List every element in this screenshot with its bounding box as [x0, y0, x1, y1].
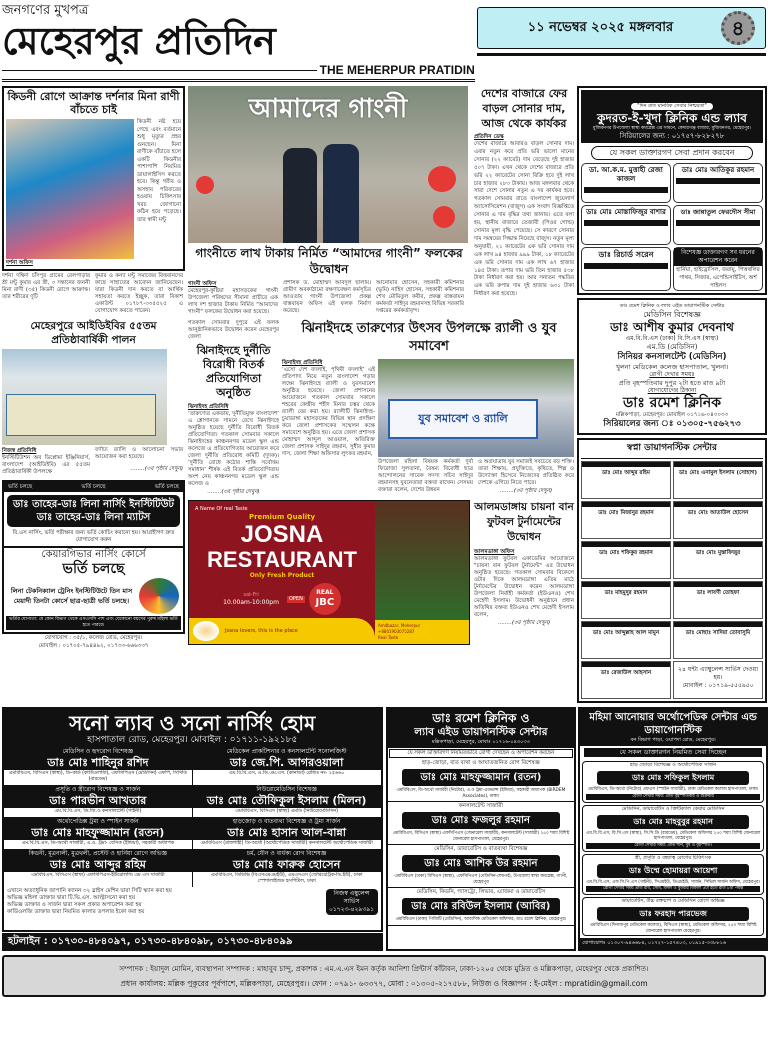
specialty: মেডিসিন, ডায়াবেটিস ও বাতব্যথা বিশেষজ্ঞ: [434, 846, 528, 852]
josna-wrap: [188, 500, 474, 645]
doctor-card: [581, 581, 671, 619]
headline: কিডনী রোগে আক্রান্ত দর্শনার মিনা রাণী বাঁচতে চাই: [7, 90, 180, 116]
real-jbc-badge: [309, 583, 341, 615]
kidney-article: [2, 86, 185, 271]
masthead-divider: [2, 79, 475, 82]
doctor-name: ডাঃ রেজাউল আহসান: [600, 670, 652, 676]
hospital: খুলনা মেডিকেল কলেজ হাসপাতাল, খুলনা।: [615, 363, 729, 371]
body-text: কিডনী নষ্ট হয়ে গেছে এবং বর্তমানে শুধু মৃত্যুর প্রহর গুনছেন। মিনা রাণীকে বাঁচাতে হলে একটি কিডনীর পাশাপাশি নিয়মিত ডায়ালাইসিস করতে হবে। কিন্তু গরীব ও অসহায় পরিবারের হওয়ায় চিকিৎসার খরচ জোগানো কঠিন হয়ে পড়েছে। তার স্বামী মন্টু: [137, 119, 181, 223]
center-row-2: [188, 320, 576, 496]
it-headline: মেহেরপুরে আইডিইবির ৫৫তম প্রতিষ্ঠাবার্ষিকী পালন: [30, 320, 157, 346]
person: [283, 148, 317, 243]
ramesh-medicine-ad: [577, 298, 767, 435]
doctor-block: [582, 805, 764, 852]
imprint-line: সম্পাদক : ইয়াদুল মোমিন, ব্যবস্থাপনা সম্পাদক : মাহাবুব চান্দু, প্রকাশক : এম.এ.এস ইমন কর্তৃক আনিশা প্রিন্টার্স কাঁটাবন, ঢাকা-১২০৫ থেকে মুদ্রিত ও মল্লিকপাড়া, মেহেরপুর থেকে প্রকাশিত।: [119, 964, 649, 973]
doctor-name: ডাঃ জে.পি. আগরওয়ালা: [193, 756, 381, 770]
badge-text: REAL: [316, 589, 334, 596]
doctor-name: ডাঃ মোঃ আশিক উর রহমান: [402, 855, 561, 872]
doctor-card: [581, 661, 671, 699]
specialty: মেডিসিন, কিডনি, গ্যাসট্রো, লিভার, এ্যাজমা ও ডায়াবেটিস: [416, 889, 546, 895]
specialty: নিউরোমেডিসিন বিশেষজ্ঞ: [193, 786, 381, 794]
doctor-block: [582, 854, 764, 896]
body-text: দর্শনা দক্ষিণ চাঁদপুর গ্রামের রেলপাড়ার শ্রী মন্টু কুমার এর স্ত্রী, ৩ সন্তানের জননী মিনা রাণী (৩৫) কিডনী রোগে আক্রান্ত। তার শরীরের দুটি: [2, 273, 90, 300]
body-text: প্রশাসক ড. মোহাম্মদ আবদুল ছালাম। গ্রামীণ অবকাঠামো রক্ষণাবেক্ষণ কর্মসূচির আওতায় গাংনী উপজেলা প্রকল্প বাস্তবায়ন অফিস এই ফলক নির্মাণ করেছে।: [283, 280, 371, 314]
debate-article: [188, 320, 282, 496]
restaurant-name: JOSNA: [240, 521, 324, 548]
specialty: মেডিসিন, ডায়াবেটিস ও ক্রিটিক্যাল কেয়ার মেডিসিন: [621, 805, 725, 812]
strip: [676, 220, 760, 226]
address: হাসপাতাল রোড, মেহেরপুর। মোবাইল : ০১৭১১-১৯২১৮৫: [87, 735, 298, 745]
doctor-card: [581, 541, 671, 579]
specialty: অর্থোপেডিক্স ট্রমা ও স্পাইন সার্জন: [4, 818, 192, 826]
headline: দেশের বাজারে ফের বাড়ল সোনার দাম, আজ থেকে কার্যকর: [480, 87, 568, 130]
contact: [375, 620, 469, 644]
doctor-name: ডাঃ মোঃ হাসান আল-বান্না: [193, 826, 381, 840]
degrees: এম.বি.বি.এস, এ.ডি.এম.এস. (কানাডা) রেজিঃ নং- ২৫৬৬০: [228, 771, 345, 776]
center-row-3: [188, 500, 576, 645]
byline: ঝিনাইদহ প্রতিনিধি: [282, 360, 323, 366]
phone: মোবাইল : ০১৭০৫-৭৯৪৪৯২, ০১৭৩৩-৬৬৬৩৩৭: [38, 643, 149, 649]
center-area: [188, 86, 576, 645]
doctor-name: ডাঃ মোঃ তৌফিকুল ইসলাম (মিলন): [193, 794, 381, 808]
josna-restaurant-ad: [188, 500, 470, 645]
footer-imprint: [2, 955, 766, 997]
strip: [584, 187, 668, 193]
body-text: আলমডাঙ্গা ফুটবল একাডেমির আয়োজনে "চায়না বান ফুটবল টুর্নামেন্ট" এর উদ্বোধন অনুষ্ঠিত হয়েছে। গতকাল সোমবার বিকেলে ওটার দিকে আলমডাঙ্গা এতিম মাঠে টুর্নামেন্টের উদ্বোধন করেন আলমডাঙ্গা উপজেলা নির্বাহী কর্মকর্তা (ইউএনও) শেখ মেহেদী ইসলাম। উদ্বোধনী অনুষ্ঠানে প্রধান অতিথির বক্তব্য ইউএনও শেখ মেহেদী ইসলাম বলেন,: [474, 556, 574, 618]
address: বন বিভাগ পাড়া, ওয়াপদা রোড, মেহেরপুর।: [630, 737, 716, 743]
doctor-card: [193, 818, 381, 849]
center-row-1: [188, 86, 576, 316]
ambulance-card: [673, 661, 763, 699]
degrees: এমবিবিএস, বিসিএস (স্বাস্থ্য) এফসিপিএস (জেনারেল সার্জারী), কনসালটেন্ট (সার্জারী) ২৫০ শয্যা বিশিষ্ট জেনারেল হাসপাতাল, মেহেরপুর।: [392, 831, 570, 842]
specialty: হাড়জোড় ও বাতব্যথা বিশেষজ্ঞ ও ট্রমা সার্জন: [193, 818, 381, 826]
doctor-name: ডাঃ মোছাঃ সাদিয়া তোবাসুমি: [685, 630, 751, 636]
address: Amdbazar, Meherpur: [378, 623, 421, 628]
doctor-card: [581, 461, 671, 499]
clinic-name: কুদরত-ই-খুদা ক্লিনিক এন্ড ল্যাব: [597, 111, 747, 125]
mats-name: ডাঃ তাহের-ডাঃ লিনা ম্যাটস: [36, 512, 151, 523]
degrees: এমবিবিএস, বিসিএস (স্বাস্থ্য) এমডি (নিউরোমেডিসিন): [235, 809, 338, 814]
header: [0, 0, 768, 82]
banner: যে সকল ডাক্তারগণ সেবা প্রদান করবেন: [591, 146, 753, 160]
alamdanga-article: [474, 500, 574, 627]
serial-phone: সিরিয়ালের জন্য ঃ ০১৩০৫-৭৫৬২৭৩: [603, 419, 741, 429]
note: বি.এস নার্সিং, ভর্তি পরীক্ষার জন্য ভর্তি কোচিং করানো হয়। আগ্রহীগণ দ্রুত যোগাযোগ করুন: [4, 530, 183, 548]
rally-photo: [2, 349, 167, 445]
degrees: এমবিবিএস, বিসিএস (স্বাস্থ্য) এফসিপিএস-ইউরোলজি এম এস সার্জারী: [31, 873, 165, 878]
strip-text: ভর্তি চলছে: [81, 484, 106, 490]
doctor-card: [4, 850, 192, 887]
doctor-card: [673, 621, 763, 659]
doctor-name: ডাঃ ফরহাদ পারভেজ: [597, 907, 749, 921]
tagline: জনগণের মুখপত্র: [2, 3, 89, 18]
date-banner: [477, 7, 766, 49]
headline: ঝিনাইদহে দুর্নীতি বিরোধী বিতর্ক প্রতিযোগিতা অনুষ্ঠিত: [196, 344, 271, 399]
body-text: বর্ণাঢ্য র‍্যালি ও আলোচনা সভার আয়োজন করা হয়েছে।: [95, 447, 183, 460]
gold-article: [474, 86, 574, 299]
gangni-article: [188, 86, 474, 316]
badge-text: JBC: [315, 597, 335, 608]
specialty: ডায়াবেটিস, উচ্চ রক্তচাপ ও মেডিসিন রোগে অভিজ্ঞ: [621, 898, 725, 904]
nursing-contact: [2, 634, 185, 650]
josna-right: [375, 501, 469, 644]
banner: যে সকল ডাক্তারগণ নিয়মিতভাবে রোগী দেখছেন ও অপারেশন করছেন: [389, 749, 574, 758]
doctor-name: ডাঃ লাবণী তোহফা: [696, 590, 740, 596]
body-text: দেশের বাজারে আবারও বাড়ল সোনার দাম। এবার নতুন করে প্রতি ভরি ভালো মানের সোনার (২২ ক্যারেট) দাম বেড়েছে দুই হাজার ৫০৭ টাকা। এখন থেকে দেশের বাজারে প্রতি ভরি ২২ ক্যারেটের সোনা বিক্রি হবে দুই লাখ চার হাজার ২৮৩ টাকায়। আজ মঙ্গলবার থেকে সারা দেশে সোনার নতুন এ দর কার্যকর হবে। গতকাল সোমবার রাতে বাংলাদেশ জুয়েলার্স অ্যাসোসিয়েশন (বাজুস) এক সংবাদ বিজ্ঞপ্তিতে সোনার এ দাম বৃদ্ধির তথ্য জানায়। এতে বলা হয়, স্থানীয় বাজারে তেজাবী (পিওর গোল্ড) সোনার মূল্য বৃদ্ধি পেয়েছে। সে কারণে সোনার দাম সমন্বয়ের সিদ্ধান্ত নিয়েছে বাজুস। নতুন মূল্য অনুযায়ী, ২১ ক্যারেটের এক ভরি সোনার দাম এক লাখ ৯৪ হাজার ৯৯৯ টাকা, ১৮ ক্যারেটের এক ভরি সোনার দাম এক লাখ ৬৭ হাজার ১৪৫ টাকা। রূপার দাম ভরি তিন হাজার ৫৩৮ টাকা নির্ধারণ করা হয়। আর সনাতন পদ্ধতির এক ভরি রুপার দাম দুই হাজার ৬৩১ টাকা নির্ধারণ করা হয়েছে।: [474, 141, 574, 298]
ambulance-service: নিজস্ব এম্বুলেন্স সার্ভিস ০১৭২৩-৪২৯৩৯১: [326, 889, 378, 915]
clinic-name: ডাঃ রমেশ ক্লিনিক: [622, 395, 722, 411]
doctor-card: [193, 748, 381, 785]
heart-icon: [196, 176, 214, 194]
doctor-name: ডাঃ মোঃ সফিকুল ইসলাম: [597, 771, 749, 785]
quote: Josna lovers, this is the place: [225, 627, 298, 634]
strip: [676, 178, 760, 184]
clinic-name: সনো ল্যাব ও সনো নার্সিং হোম: [69, 711, 316, 735]
doctor-name: ডা. আ.ক.ম. মুত্তাহী রেজা কাজল: [589, 166, 663, 183]
hotline: হটলাইন : ০১৭৩০-৪৮৪০৯৭, ০১৭৩০-৪৮৪০৯৮, ০১৭৩০-৪৮৪০৯৯: [2, 933, 383, 951]
doctor-block: [582, 761, 764, 803]
course-title: কেয়ারগিভার নার্সিং কোর্সে: [41, 549, 146, 560]
doctor-name: ডাঃ মোঃ রবিউল ইসলাম (আবির): [402, 898, 561, 915]
special-list: হার্নিয়া, হাইড্রোসিল, জরায়ু, পিত্তথলির পাথর, সিজার, এপেন্ডিসাইটিস, অর্শ পাইলস: [676, 267, 760, 289]
issue-date: ১১ নভেম্বর ২০২৫ মঙ্গলবার: [527, 20, 674, 35]
ambulance-text: ২৪ ঘন্টা এ্যাম্বুলেন্স সার্ভিস দেওয়া হয়।: [678, 666, 758, 681]
mohima-orthopedic-ad: [578, 707, 768, 951]
ramesh-clinic-ad: [386, 707, 577, 951]
requirement: ভর্তির যোগ্যতা: যে কোন বিভাগ থেকে এসএসসি পাশ এবং যেকোনো বয়সের পুরুষ মহিলা ভর্তি হতে পারবে।: [6, 616, 181, 630]
rally-headline: ঝিনাইদহে তারুণ্যের উৎসব উপলক্ষে র‍্যালী ও যুব সমাবেশ: [301, 321, 557, 354]
doctor-card: [193, 850, 381, 887]
byline: দর্শনা অফিস: [6, 260, 33, 266]
body-text: উপজেলা মহিলা বিষয়ক কর্মকর্তা দুর্বা ফিরোজা সুলতানা, বৈষম্য বিরোধী ছাত্র আন্দোলনের সাবেক সদস্য সচিব সাইদুর রহমানসহ যুবনেতারা বক্তব্য রাখেন। সেসময় বক্তারা বলেন, দেশের উন্নয়ন: [378, 459, 473, 493]
specialty: হাড়-জোড়া, বাত ব্যথা ও আঘাতজনিত রোগ বিশেষজ্ঞ: [421, 760, 540, 766]
degrees: এম.বি.বি.এস, ডি-অর্থো সার্জারী, এ.ও. ট্রমা- বেসিক (ইন্ডিয়া), সহকারী অধ্যাপক: [21, 841, 175, 846]
doctor-card: [581, 501, 671, 539]
phone: +8801903075287: [378, 629, 415, 634]
doctor-name: ডাঃ মোঃ মাহবুবুর রহমান: [597, 815, 749, 829]
doctor-name: ডাঃ পারভীন আখতার: [4, 794, 192, 808]
nursing-ad: [2, 480, 185, 634]
description: লিনা টেকনিক্যাল ট্রেনিং ইনস্টিটিউটে তিন মাস মেয়াদী তিনটা কোর্সে ছাত্র-ছাত্রী ভর্তি চলছে।: [10, 587, 133, 605]
heart-icon: [433, 206, 455, 228]
rally-right: [378, 359, 576, 495]
days: sat-Fri: [243, 591, 259, 598]
degrees: এমবিবিএস (রাজশাহী) ডি-অর্থো (অর্থোপেডিক সার্জারী) কনসালটেন্ট অর্থোপেডিক সার্জারী: [200, 841, 373, 846]
address: মল্লিকপাড়া, মেহেরপুর, মোবাঃ ০১৭১৬-০৪৩০৩৩: [431, 739, 530, 745]
doctor-name: ডাঃ মোঃ মুস্তাফিজুর: [695, 550, 741, 556]
restaurant-name: RESTAURANT: [207, 547, 357, 572]
continued-link[interactable]: ........(৩র পৃষ্ঠার দেখুন): [130, 466, 183, 472]
mohima-contact: যোগাযোগঃ ০১৩০৭-৯৪৬৬৮৪, ০১৭২৭-১৫৭৪০৩, ০১৯১৫-৩৩৮৮১৬: [580, 938, 766, 949]
continued-link[interactable]: ........(৩র পৃষ্ঠার দেখুন): [207, 489, 260, 495]
doctor-name: ডাঃ জান্নাতুল ফেরদৌস সীমা: [680, 208, 756, 216]
center-name: মহিমা আনোয়ার অর্থোপেডিক সেন্টার এন্ড ডায়াগোনস্টিক: [589, 712, 757, 736]
degrees: এমবিবিএস (দিনাজপুর মেডিকেল কলেজ), বিসিএস (স্বাস্থ্য), মেডিকেল অফিসার, ২৫০ শয্যা বিশিষ্ট জেনারেল হাসপাতাল মেহেরপুর।: [589, 923, 757, 934]
doctor-name: ডাঃ মোঃ আতাউল হোসেন: [687, 510, 749, 516]
byline: প্রতিদিন ডেস্ক: [474, 134, 504, 140]
strip-text: ভর্তি চলছে: [154, 484, 179, 490]
doctor-block: [388, 845, 575, 888]
body-text: ইনস্টিটিউশন অব ডিপ্লোমা ইঞ্জিনিয়ার্স, বাংলাদেশ (আইডিইবি) এর ৫৫তম প্রতিষ্ঠাবার্ষিকী উপলক্ষে: [2, 455, 90, 475]
sono-wrap: [2, 707, 383, 951]
doctor-card: [4, 786, 192, 817]
time-label: রোগী দেখার সময়ঃ: [649, 371, 695, 378]
specialty: চর্ম, যৌন ও বার্ধক্য রোগ বিশেষজ্ঞ: [193, 850, 381, 858]
left-area: [2, 86, 576, 650]
doctor-block: [388, 759, 575, 802]
doctor-name: ডাঃ মোঃ ফারুক হোসেন: [193, 858, 381, 872]
body-text: মেহেরপুর-কুষ্টিয়া মহাসড়কের গাংনী উপজেলা পরিষদের সীমানা প্রাচীরে এক লাখ দশ হাজার টাকায় নির্মিত "আমাদের গাংনী" ফলকের উদ্বোধন করা হয়েছে।: [188, 288, 278, 315]
doctor-block: [388, 888, 575, 926]
bottom-ads: [0, 703, 768, 951]
degrees: এম.বি.বি.এস, এফ.সি.পি.এস (গাইনী), সিএমইউ, ডিএমইউ, সার্জন, সিভিল সার্জন অফিস, মেহেরপুর।: [586, 879, 760, 885]
doctor-name: ডাঃ মোঃ এনামুল ইসলাম (সোহাগ): [678, 470, 758, 476]
sono-lab-ad: [2, 707, 383, 932]
food-plate: [193, 621, 219, 641]
time: প্রতি বৃহস্পতিবার দুপুর ২টা হতে রাত ৯টা: [618, 379, 726, 387]
kudrat-clinic-ad: [577, 86, 767, 295]
right-column: [577, 86, 767, 703]
address: যোগাযোগ : ৩৫/১, কলেজ রোড, মেহেরপুর।: [44, 635, 143, 641]
masthead: [2, 3, 475, 82]
degrees: এম.বি.বি.এস (ঢাকা) বি.সি.এস (স্বাস্থ্য): [625, 335, 719, 342]
doctor-name: ডাঃ মোঃ মাহফুজ্জামান (রতন): [402, 769, 561, 786]
main-area: [0, 82, 768, 703]
it-col2: [95, 447, 183, 473]
date-area: [477, 3, 766, 56]
doctor-card: [673, 541, 763, 579]
woman-photo: [6, 119, 134, 259]
clinic-name: ল্যাব এইড ডায়াগনস্টিক সেন্টার: [414, 726, 548, 738]
address: মল্লিকপাড়া, মেহেরপুর। মোবাইল ০১৭১৬-০৪৩০৩৩: [615, 412, 729, 418]
feature-item: এখানে অত্যাধুনিক জাপানি ক্যানন ৩২ স্লাইস মেশিন দ্বারা সিটি স্ক্যান করা হয়: [7, 888, 172, 894]
institute-logo: [139, 578, 179, 614]
specialty: কিডনী, মূত্রনালী, মুত্রথলী, প্রস্টেট ও হার্নিয়া রোগে অভিজ্ঞ: [4, 850, 192, 858]
banner: [6, 394, 156, 436]
strip-text: ভর্তি চলছে: [8, 484, 33, 490]
rally-col3: [478, 459, 574, 495]
feature-item: কার্ডিওলজি ডাক্তার দ্বারা নিয়মিত কালার ডপলার ইকো করা হয়: [7, 909, 145, 915]
doctor-name: ডাঃ মোঃ আব্দুল্লাহ আল মামুন: [592, 630, 660, 636]
byline: ঝিনাইদহ প্রতিনিধি: [188, 404, 229, 410]
doctor-card: [673, 581, 763, 619]
body-text: ‘এসো দেশ বদলাই, পৃথিবী বদলাই’ এই প্রতিপাদ্য নিয়ে নতুন বাংলাদেশ গড়ার লক্ষ্যে ঝিনাইদহে র‍্যালী ও যুবসমাবেশ অনুষ্ঠিত হয়েছে। জেলা প্রশাসনের আয়োজনে গতকাল সোমবার সকালে শহরের কেন্দ্রীয় শহীদ মিনার চত্বর থেকে র‍্যালী বের করা হয়। র‍্যালীটি ঝিনাইদহ-চুয়াডাঙ্গা মহাসড়কের বিভিন্ন স্থান প্রদক্ষিণ করে জেলা প্রশাসকের সম্মেলন কক্ষে সমাবেশে অনুষ্ঠিত হয়। এতে জেলা প্রশাসক মোহাম্মদ আব্দুল আওয়াল, অতিরিক্ত জেলা প্রশাসক সাইদুর রহমান, সুধীর কুমার দাস, জেলা শিক্ষা অফিসার লুৎফর রহমান,: [282, 367, 375, 457]
doctor-name: ডাঃ উম্মে হোমায়রা আয়েশা: [597, 864, 749, 878]
doctor-card: [581, 621, 671, 659]
youth-rally-photo: [378, 359, 574, 457]
specialty: প্রসূতি ও স্ত্রীরোগ বিশেষজ্ঞ ও সার্জন: [4, 786, 192, 794]
mobile: মোবাইল : ০১৭১৯-৫৫৫৯৫০: [682, 682, 754, 689]
hours: 10.00am-10:00pm: [223, 598, 279, 606]
features: [4, 887, 381, 917]
diagnostic-center-ad: [577, 438, 767, 703]
doctor-name: ডাঃ রিচার্ড সরেন: [598, 250, 654, 259]
specialty: কনসালটেন্ট সার্জারী: [458, 803, 503, 809]
specialty: হাড় জোড়া বিশেষজ্ঞ ও অর্থোপেডিক সার্জন: [630, 762, 717, 768]
it-col: [2, 447, 90, 476]
gangni-photo: [188, 86, 468, 243]
byline: আলমডাঙ্গা অফিস: [474, 549, 515, 555]
doctor-name: ডাঃ মোঃ মাহফুজ্জামান (রতন): [4, 826, 192, 840]
fresh-text: Only Fresh Product: [249, 572, 315, 579]
quality: Premium Quality: [248, 513, 316, 521]
rally-col: [282, 359, 378, 458]
continued-link[interactable]: ........(৩র পৃষ্ঠার দেখুন): [497, 620, 551, 626]
doctor-card: [4, 818, 192, 849]
clinic-name: ডাঃ রমেশ ক্লিনিক ও: [432, 711, 530, 725]
strip: [584, 263, 668, 269]
doctor-card: [673, 501, 763, 539]
office-line: প্রধান কার্যালয়: মল্লিক পুকুরের পূর্বপাশে, মল্লিকপাড়া, মেহেরপুর।। ফোন : ০৭৯১- ৬৩৩৭৭, মোবা : ০১৩০৫-২১৭৫৮৮, নিউজ ও বিজ্ঞাপন : ই-মেইল : mpratidin@gmail.com: [120, 979, 648, 988]
visit-time: রোগী দেখার সময়: প্রতি বৃহস্পতিবার ও শুক্রবার: [586, 794, 760, 800]
body-text: গতকাল সোমবার দুপুরে এই ফলক আনুষ্ঠানিকভাবে উদ্বোধন করেন মেহেরপুর জেলা: [188, 320, 279, 340]
body-text: ও অগ্রযাত্রায় যুব সমাজই সবচেয়ে বড় শক্তি। তারা শিক্ষায়, প্রযুক্তিতে, কৃষিতে, শিল্প ও উদ্যোক্তা হিসেবে নিজেদের প্রতিষ্ঠিত করে দেশকে এগিয়ে নিতে পারে।: [478, 459, 574, 486]
doctor-name: ডাঃ মোঃ আব্দুর রহিম: [602, 470, 650, 476]
doctor-name: ডাঃ মোঃ মোস্তাফিজুর বাশার: [586, 208, 666, 216]
banner-text: যুব সমাবেশ ও র‍্যালি: [388, 399, 538, 439]
specialty: স্ত্রী, প্রসূতি ও বন্ধ্যাত্ব রোগের চিকিৎসক: [634, 854, 712, 861]
address-label: যোগাযোগের ঠিকানা: [647, 387, 697, 394]
open-tag: OPEN: [288, 595, 303, 602]
address: মুজিবনগর উপজেলা স্বাস্থ্য কমপ্লেক্স এর সামনে, কেদারগঞ্জ বাজার, মুজিবনগর, মেহেরপুর।: [592, 126, 752, 131]
sign-text: আমাদের গাংনী: [248, 94, 408, 124]
degrees: এম.ডি (মেডিসিন): [646, 343, 698, 351]
body-text: কুমার ও কন্যা মন্টু সমাজের বিত্তবানদের কাছে সাহায্যের আবেদন জানিয়েছেন। যারা কিডনী দান করতে বা আর্থিক সহায়তা করতে ইচ্ছুক, তারা বিকাশ একাউন্ট ০১৭৮৭-৩৩৫৫২৫ এ যোগাযোগ করতে পারেন।: [95, 273, 183, 314]
motto: "দিন রাত মানবিক সেবার নিশ্চয়তা": [631, 103, 713, 110]
banner: যে সকল ডাক্তারগন নিয়মিত সেবা দিচ্ছেন: [583, 747, 763, 758]
doctor-name: ডাঃ মোঃ আতিকুর রহমান: [681, 166, 755, 174]
byline: গাংনী অফিস: [188, 281, 217, 287]
degrees: এম.বি.বি.এস, ডি.জি.ও কনসালটেন্ট (গাইনী): [54, 809, 142, 814]
body-text: আনোয়ার হোসেন, সহকারী কমিশনার (ভূমি) নাহিদ হোসেন, সহকারী কমিশনার শেখ মৌমিতুল কবীর, প্রকল্প বাস্তবায়ন কর্মকর্তা সাইদুর রহমানসহ বিভিন্ন সরকারি দপ্তরের কর্মকর্তাবৃন্দ।: [376, 280, 464, 314]
rally-article: [282, 320, 576, 495]
gangni-headline: গাংনীতে লাখ টাকায় নির্মিত “আমাদের গাংনী” ফলকের উদ্বোধন: [195, 246, 463, 276]
doctor-name: ডাঃ মোঃ আব্দুর রহিম: [4, 858, 192, 872]
food-photo: [375, 501, 469, 620]
degrees: এমবিবিএস, ডি-অর্থো (নিটোর) এফএস (স্পাইন সার্জারী), ঢাকা মেডিকেল কলেজ হাসপাতাল, ঢাকা।: [587, 787, 759, 792]
doctor-card: [193, 786, 381, 817]
strip: [584, 220, 668, 226]
doctor-block: [388, 802, 575, 845]
visit-time: রোগী দেখার সময়: প্রতি শনি, বুধ ও বৃহস্পতি।: [586, 843, 760, 849]
masthead-title: মেহেরপুর প্রতিদিন: [2, 19, 276, 63]
heart-icon: [428, 166, 456, 192]
gangni-col: [188, 280, 278, 316]
special-title: বিশেষজ্ঞ ডাক্তারগণ সব ধরনের অপারেশন করেন: [674, 248, 762, 266]
degrees: এমবিবিএস (ঢাকা) বিসিএস (স্বাস্থ্য), এফসিপিএস (মেডিসিন-শেষপর্ব), উপজেলা স্বাস্থ্য কমপ্লেক্স, গাংনী, মেহেরপুর: [394, 874, 568, 885]
degrees: এমবিবিএস, ডিডিভি (বিএসএমএমইউ), এমএসএস (জেরিয়েট্রিক-ডি.ইউ), ঢাকা স্পেশালাইজড হসপিটাল, ঢাকা: [210, 873, 363, 884]
tagline: A Name Of real Taste: [195, 506, 248, 512]
doctor-block: [582, 897, 764, 936]
doctor-name: ডাঃ মোঃ মিজানুর রহমান: [598, 510, 654, 516]
doctor-name: ডাঃ মোঃ শাহিনুর রশিদ: [4, 756, 192, 770]
doctor-name: ডাঃ মাহমুদুর রহমান: [604, 590, 648, 596]
admission-text: ভর্তি চলছে: [62, 561, 125, 577]
feature-item: অভিজ্ঞ ডাক্তার ও সার্জন দ্বারা সকল প্রকার অপারেশন করা হয়: [7, 902, 142, 908]
doctor-name: ডাঃ মোঃ ফজলুর রহমান: [402, 812, 561, 829]
specialty: মেডিসিন ও হৃদরোগ বিশেষজ্ঞ: [4, 748, 192, 756]
degrees: এমবিবিএস (ঢাকা) পিজিটি (মেডিসিন), আবাসিক মেডিকেল অফিসার, ডাঃ রমেশ ক্লিনিক, মেহেরপুর।: [395, 917, 567, 922]
degrees: এম.বি.বি.এস, বি.সি.এস (স্বাস্থ্য), সি.সি.ডি (বারডেম), মেডিকেল অফিসার ২৫০ শয্যা বিশিষ্ট জেনারেল হাসপাতাল, মেহেরপুর।: [586, 830, 761, 841]
visit-time: রোগী দেখার সময় প্রতি রবি, সোম, মঙ্গল ও বুধবার বিকাল ৫টা হতে রাত ৮টা পর্যন্ত: [586, 886, 760, 892]
doctor-card: [673, 461, 763, 499]
specialty: মেডিকেল প্রাকটিশনার ও কনসালটেন্ট সনোলজিস্ট: [193, 748, 381, 756]
degrees: এমবিবিএস, বিসিএস (স্বাস্থ্য), ডি-কার্ড (কার্ডিওলজি), এফসিপিএস (মেডিসিন) এফপি, সিসিডি (বারডেম): [8, 771, 187, 782]
person: [323, 144, 359, 243]
center-name: স্বপ্না ডায়াগনস্টিক সেন্টার: [581, 442, 763, 459]
specialty: মেডিসিন বিশেষজ্ঞ: [643, 310, 701, 319]
brand: Real Taste: [378, 635, 399, 640]
doctor-card: [4, 748, 192, 785]
degrees: এমবিবিএস, ডি-অর্থো সার্জারী (নিটোর), এ.ও ট্রমা-এডভান্স (ইন্ডিয়া), সহকারী অধ্যাপক (BIRDEM Associates), ঢাকা।: [396, 788, 566, 799]
post: সিনিয়র কনসালটেন্ট (মেডিসিন): [617, 352, 727, 362]
doctor-name: ডাঃ আশীষ কুমার দেবনাথ: [610, 320, 734, 334]
institute-name: ডাঃ তাহের-ডাঃ লিনা নার্সিং ইনস্টিটিউট: [13, 499, 174, 510]
masthead-title-en: THE MEHERPUR PRATIDIN: [319, 63, 475, 77]
rule: [2, 70, 317, 71]
serial-phone: সিরিয়ালের জন্য : ০১৭৫৭-৮২৮২৭৮: [619, 132, 725, 140]
josna-text: [189, 501, 375, 644]
rule: [477, 53, 766, 56]
feature-item: অভিজ্ঞ মহিলা ডাক্তার দ্বারা টি.ভি.এস. আল্ট্রাসনো করা হয়: [7, 895, 136, 901]
byline: নিজস্ব প্রতিনিধি: [2, 448, 37, 454]
body-text: ‘তারুণ্যের একতায়, দুর্নীতিমুক্ত বাংলাদেশ’ এ শ্লোগানকে সামনে রেখে ঝিনাইদহে অনুষ্ঠিত হয়েছে দুর্নীতি বিরোধী বিতর্ক প্রতিযোগিতা। গতকাল সোমবার সকালে ঝিনাইদহের কাঞ্চননগর মডেল স্কুল এন্ড কলেজে এ প্রতিযোগিতার আয়োজন করে জেলা দুর্নীতি প্রতিরোধ কমিটি (দুদক)। ‘দুর্নীতি রোধে কঠোর শাস্তি সর্বোত্তম সমাধান’ শীর্ষক এই বিতর্ক প্রতিযোগিতায় অংশ নেয় কাঞ্চননগর মডেল স্কুল এন্ড কলেজ ও: [188, 411, 279, 487]
headline: আলমডাঙ্গায় চায়না বান ফুটবল টুর্নামেন্টের উদ্বোধন: [474, 501, 574, 543]
left-column: [2, 86, 188, 650]
continued-link[interactable]: ........(৩র পৃষ্ঠার দেখুন): [499, 488, 553, 494]
doctor-name: ডাঃ মোঃ শফিকুর রহমান: [599, 550, 653, 556]
ad-top: ডাঃ রমেশ ক্লিনিক ও ল্যাব এইড ডায়াগনস্টিক সেন্টার: [619, 303, 725, 309]
page-number: ৪: [721, 11, 755, 45]
